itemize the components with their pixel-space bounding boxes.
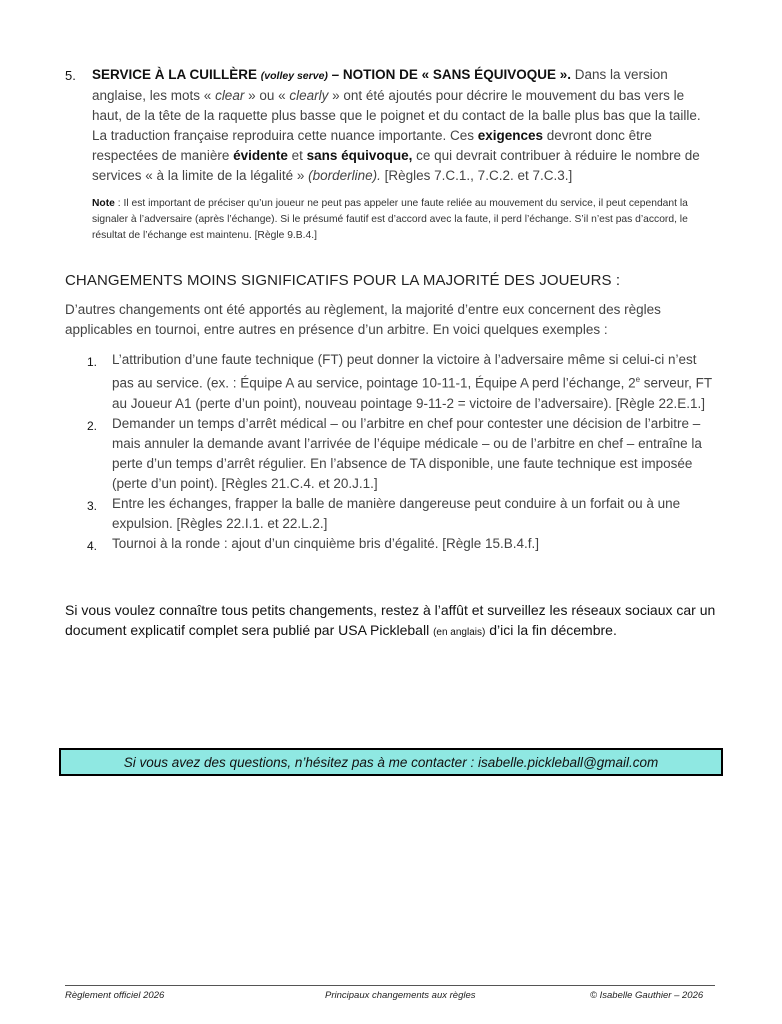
text-e: et <box>287 148 307 163</box>
term-clearly: clearly <box>289 88 329 103</box>
text-b: » ou « <box>244 88 290 103</box>
term-sans-equivoque: sans équivoque, <box>306 148 413 163</box>
text-a: Dans la version anglaise, les mots « <box>92 67 668 103</box>
note-paragraph <box>92 196 715 244</box>
list-item-text-b: serveur, FT au Joueur A1 (perte d’un point), nouveau pointage 9-11-2 = victoire de l’adversaire). [Règle 22.E.1.] <box>112 375 712 411</box>
section-5-heading <box>92 67 571 82</box>
list-item-text: Entre les échanges, frapper la balle de manière dangereuse peut conduire à un forfait ou à une expulsion. [Règles 22.I.1. et 22.L.2.] <box>112 495 681 531</box>
contact-box <box>59 748 723 776</box>
text-d: devront donc être respectées de manière <box>92 128 652 163</box>
text-c: » ont été ajoutés pour décrire le mouvement du bas vers le haut, de la tête de la raquette plus basse que le poignet et du contact de la balle plus bas que la taille. La traduction française reproduira cette nuance importante. Ces <box>92 88 701 143</box>
list-item-text: Tournoi à la ronde : ajout d’un cinquième bris d’égalité. [Règle 15.B.4.f.] <box>112 535 540 551</box>
list-item-number: 4. <box>87 538 98 553</box>
note-text: : Il est important de préciser qu’un joueur ne peut pas appeler une faute reliée au mouvement du service, il peut cependant la signaler à l’adversaire (après l’échange). Si le présumé fautif est d’accord avec la faute, il perd l’échange. S’il n’est pas d’accord, le résultat de l’échange est maintenu. [Règle 9.B.4.] <box>92 198 688 241</box>
closing-text-b: d’ici la fin décembre. <box>485 622 617 638</box>
heading-part-1: SERVICE À LA CUILLÈRE <box>92 67 261 82</box>
text-f: ce qui devrait contribuer à réduire le nombre de services « à la limite de la légalité » <box>92 148 700 183</box>
closing-paragraph <box>65 600 725 643</box>
footer-left: Règlement officiel 2026 <box>65 990 165 1001</box>
term-exigences: exigences <box>477 128 544 143</box>
closing-text-a: Si vous voulez connaître tous petits changements, restez à l’affût et surveillez les réseaux sociaux car un document explicatif complet sera publié par USA Pickleball <box>65 602 716 638</box>
list-item-text: Demander un temps d’arrêt médical – ou l’arbitre en chef pour contester une décision de l’arbitre – mais annuler la demande avant l’arrivée de l’équipe médicale – ou de l’arbitre en chef – entraîne la perte d’un temps d’arrêt régulier. En l’absence de TA disponible, une faute technique est imposée (perte d’un point). [Règles 21.C.4. et 20.J.1.] <box>112 415 702 491</box>
section-5-number: 5. <box>65 68 76 83</box>
section-5-paragraph <box>92 65 715 186</box>
list-item-number: 1. <box>87 355 98 369</box>
footer-right: © Isabelle Gauthier – 2026 <box>590 990 704 1001</box>
list-item <box>65 494 715 534</box>
term-evidente: évidente <box>233 148 288 163</box>
term-borderline: (borderline). <box>308 168 381 183</box>
contact-text[interactable]: Si vous avez des questions, n’hésitez pas à me contacter : isabelle.pickleball@gmail.com <box>123 754 659 770</box>
changes-heading: CHANGEMENTS MOINS SIGNIFICATIFS POUR LA MAJORITÉ DES JOUEURS : <box>65 272 621 289</box>
closing-en-anglais: (en anglais) <box>433 627 486 638</box>
list-item <box>65 534 715 554</box>
note-label: Note <box>92 198 115 209</box>
heading-part-2: – NOTION DE « SANS ÉQUIVOQUE ». <box>327 67 571 82</box>
list-item <box>65 414 715 494</box>
section-5 <box>65 65 715 244</box>
list-item-text-a: L’attribution d’une faute technique (FT) peut donner la victoire à l’adversaire même si celui-ci n’est pas au service. (ex. : Équipe A au service, pointage 10-11-1, Équipe A perd l’échange, 2 <box>112 352 697 391</box>
list-item-number: 2. <box>87 418 98 433</box>
superscript-e: e <box>635 375 641 384</box>
changes-intro: D’autres changements ont été apportés au règlement, la majorité d’entre eux concernent des règles applicables en tournoi, entre autres en présence d’un arbitre. En voici quelques exemples : <box>65 302 661 337</box>
footer-divider <box>65 985 715 986</box>
list-item <box>65 350 715 414</box>
footer-center: Principaux changements aux règles <box>325 990 476 1001</box>
heading-volley: (volley serve) <box>260 70 328 82</box>
list-item-number: 3. <box>87 498 98 513</box>
term-clear: clear <box>215 88 245 103</box>
text-g: [Règles 7.C.1., 7.C.2. et 7.C.3.] <box>380 168 573 183</box>
changes-list <box>65 350 715 554</box>
